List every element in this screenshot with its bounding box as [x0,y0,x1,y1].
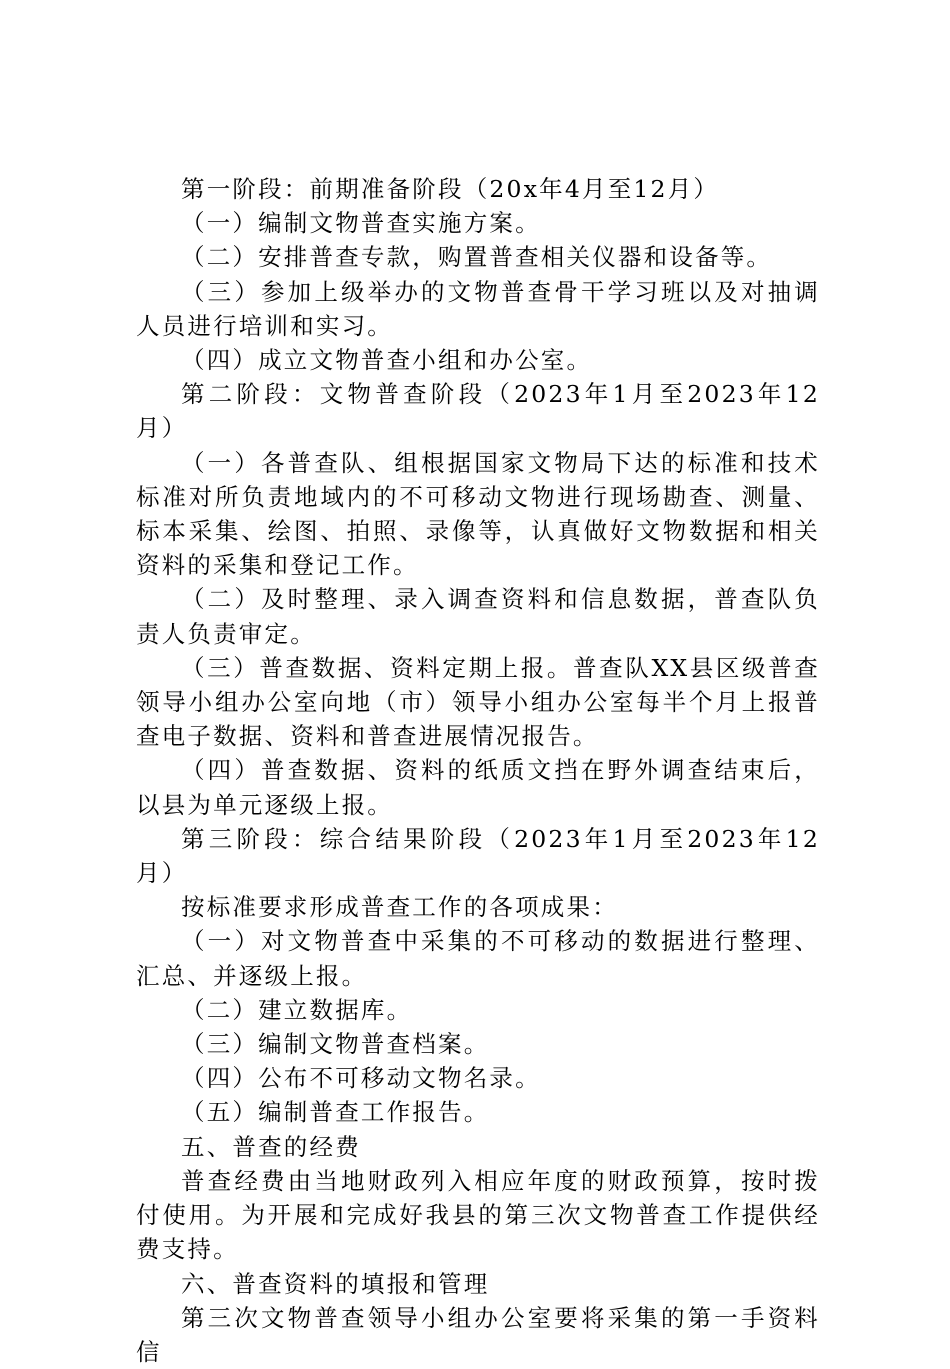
paragraph-phase-three-heading: 第三阶段：综合结果阶段（2023年1月至2023年12月） [136,824,820,888]
paragraph-phase-two-heading: 第二阶段：文物普查阶段（2023年1月至2023年12月） [136,380,820,443]
paragraph-phase-three-item-1: （一）对文物普查中采集的不可移动的数据进行整理、汇总、并逐级上报。 [136,927,820,990]
paragraph-phase-two-item-2: （二）及时整理、录入调查资料和信息数据，普查队负责人负责审定。 [136,585,820,648]
paragraph-phase-two-item-4: （四）普查数据、资料的纸质文挡在野外调查结束后，以县为单元逐级上报。 [136,756,820,819]
paragraph-phase-three-item-4: （四）公布不可移动文物名录。 [181,1064,541,1093]
section-heading-funding: 五、普查的经费 [181,1132,361,1161]
paragraph-phase-one-item-3: （三）参加上级举办的文物普查骨干学习班以及对抽调人员进行培训和实习。 [136,277,820,340]
paragraph-phase-one-heading: 第一阶段：前期准备阶段（20x年4月至12月） [181,175,720,203]
paragraph-phase-three-item-5: （五）编制普查工作报告。 [181,1098,490,1127]
paragraph-phase-three-intro: 按标准要求形成普查工作的各项成果： [181,893,618,922]
document-body [136,172,820,1369]
paragraph-phase-one-item-1: （一）编制文物普查实施方案。 [181,209,541,238]
section-heading-data-management: 六、普查资料的填报和管理 [181,1269,490,1298]
paragraph-funding: 普查经费由当地财政列入相应年度的财政预算，按时拨付使用。为开展和完成好我县的第三次文物普查工作提供经费支持。 [136,1166,820,1264]
paragraph-phase-three-item-3: （三）编制文物普查档案。 [181,1030,490,1059]
paragraph-phase-one-item-4: （四）成立文物普查小组和办公室。 [181,346,593,375]
paragraph-phase-two-item-3: （三）普查数据、资料定期上报。普查队XX县区级普查领导小组办公室向地（市）领导小组办公室每半个月上报普查电子数据、资料和普查进展情况报告。 [136,653,820,751]
paragraph-phase-one-item-2: （二）安排普查专款，购置普查相关仪器和设备等。 [181,243,773,272]
paragraph-phase-three-item-2: （二）建立数据库。 [181,995,413,1024]
paragraph-phase-two-item-1: （一）各普查队、组根据国家文物局下达的标准和技术标准对所负责地域内的不可移动文物进行现场勘查、测量、标本采集、绘图、拍照、录像等，认真做好文物数据和相关资料的采集和登记工作。 [136,448,820,580]
paragraph-data-management: 第三次文物普查领导小组办公室要将采集的第一手资料信 [136,1303,820,1366]
